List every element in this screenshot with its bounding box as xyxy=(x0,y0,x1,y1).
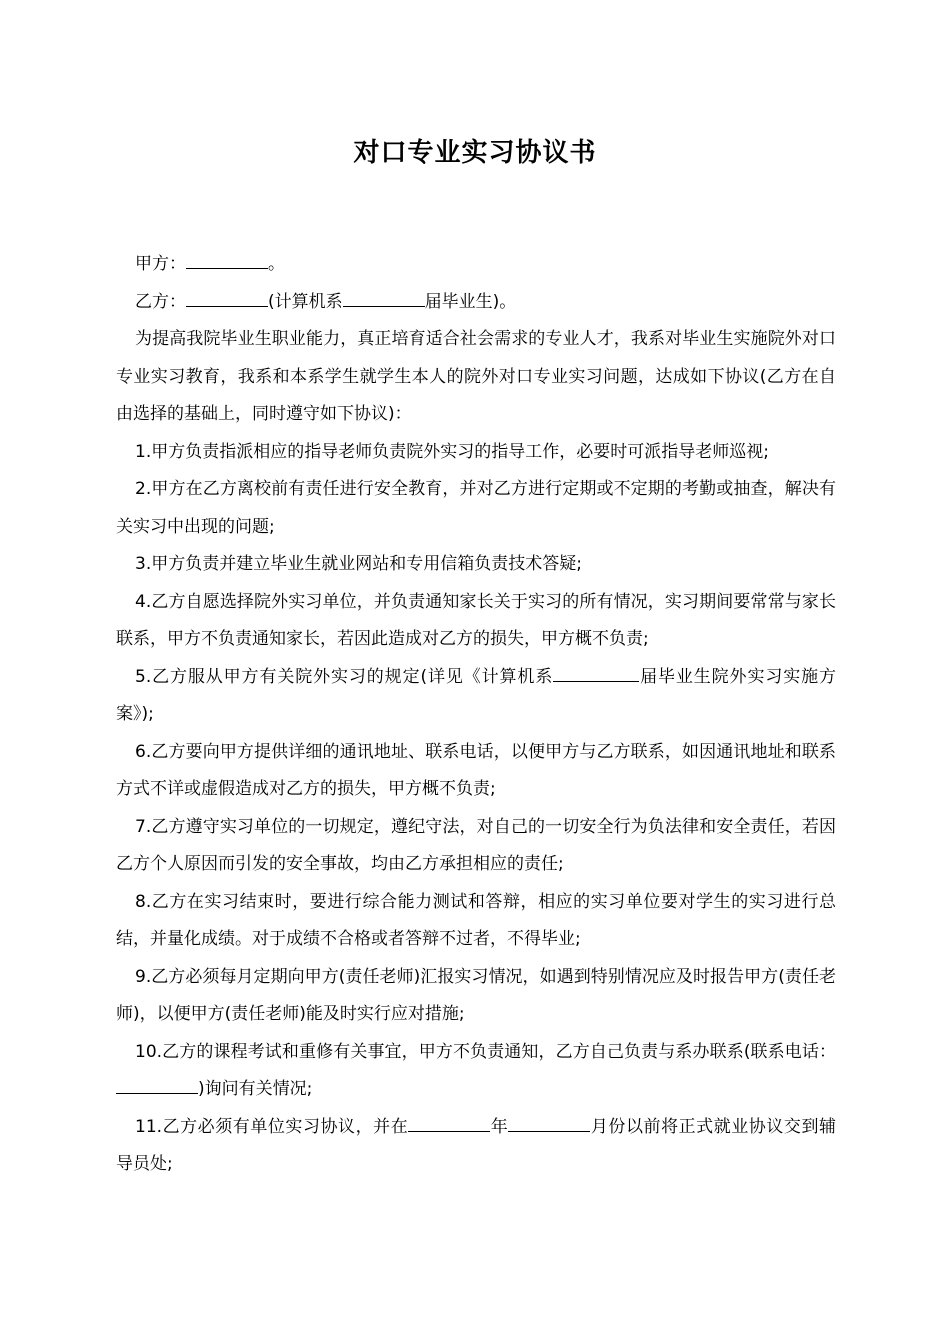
clause-2: 2.甲方在乙方离校前有责任进行安全教育，并对乙方进行定期或不定期的考勤或抽查，解决有关实习中出现的问题; xyxy=(116,479,836,537)
party-b-label: 乙方： xyxy=(135,291,186,312)
intro-paragraph: 为提高我院毕业生职业能力，真正培育适合社会需求的专业人才，我系对毕业生实施院外对口专业实习教育，我系和本系学生就学生本人的院外对口专业实习问题，达成如下协议(乙方在自由选择的基础上，同时遵守如下协议)： xyxy=(116,329,836,424)
clause-11-text-a: 11.乙方必须有单位实习协议，并在 xyxy=(135,1116,409,1137)
clause-1: 1.甲方负责指派相应的指导老师负责院外实习的指导工作，必要时可派指导老师巡视; xyxy=(135,441,769,462)
clause-10 xyxy=(116,1034,836,1109)
clause-5-text-a: 5.乙方服从甲方有关院外实习的规定(详见《计算机系 xyxy=(135,666,554,687)
clause-9: 9.乙方必须每月定期向甲方(责任老师)汇报实习情况，如遇到特别情况应及时报告甲方(责任老师)，以便甲方(责任老师)能及时实行应对措施; xyxy=(116,966,836,1024)
party-a-label: 甲方： xyxy=(135,254,186,274)
clause-7: 7.乙方遵守实习单位的一切规定，遵纪守法，对自己的一切安全行为负法律和安全责任，若因乙方个人原因而引发的安全事故，均由乙方承担相应的责任; xyxy=(116,816,836,874)
clause-5 xyxy=(116,659,836,734)
clause-11-year-blank xyxy=(408,1113,490,1132)
party-a-blank xyxy=(186,250,268,269)
clause-6: 6.乙方要向甲方提供详细的通讯地址、联系电话，以便甲方与乙方联系，如因通讯地址和联系方式不详或虚假造成对乙方的损失，甲方概不负责; xyxy=(116,741,836,799)
clause-10-phone-blank xyxy=(116,1075,198,1094)
clause-11-text-c: 月份以前将正式就业协议交到辅导员处; xyxy=(116,1116,836,1174)
party-a-end: 。 xyxy=(268,254,285,274)
clause-10-text-a: 10.乙方的课程考试和重修有关事宜，甲方不负责通知，乙方自己负责与系办联系(联系电话： xyxy=(135,1041,836,1062)
clause-4: 4.乙方自愿选择院外实习单位，并负责通知家长关于实习的所有情况，实习期间要常常与家长联系，甲方不负责通知家长，若因此造成对乙方的损失，甲方概不负责; xyxy=(116,591,836,649)
clause-10-text-b: )询问有关情况; xyxy=(198,1079,313,1099)
party-b-year-blank xyxy=(343,288,425,307)
clause-11-month-blank xyxy=(508,1113,590,1132)
party-b-name-blank xyxy=(186,288,268,307)
party-a-line xyxy=(116,246,836,284)
party-b-end: 届毕业生)。 xyxy=(424,291,517,312)
clause-11 xyxy=(116,1109,836,1184)
clause-5-text-b: 届毕业生院外实习实施方案》); xyxy=(116,666,837,724)
clause-8: 8.乙方在实习结束时，要进行综合能力测试和答辩，相应的实习单位要对学生的实习进行总结，并量化成绩。对于成绩不合格或者答辩不过者，不得毕业; xyxy=(116,891,836,949)
party-b-line xyxy=(116,284,836,322)
document-body xyxy=(116,246,836,1184)
clause-11-text-b: 年 xyxy=(490,1116,509,1137)
party-b-dept: (计算机系 xyxy=(268,291,343,312)
clause-5-year-blank xyxy=(553,663,639,682)
clause-3: 3.甲方负责并建立毕业生就业网站和专用信箱负责技术答疑; xyxy=(135,554,582,574)
document-title: 对口专业实习协议书 xyxy=(353,138,597,168)
